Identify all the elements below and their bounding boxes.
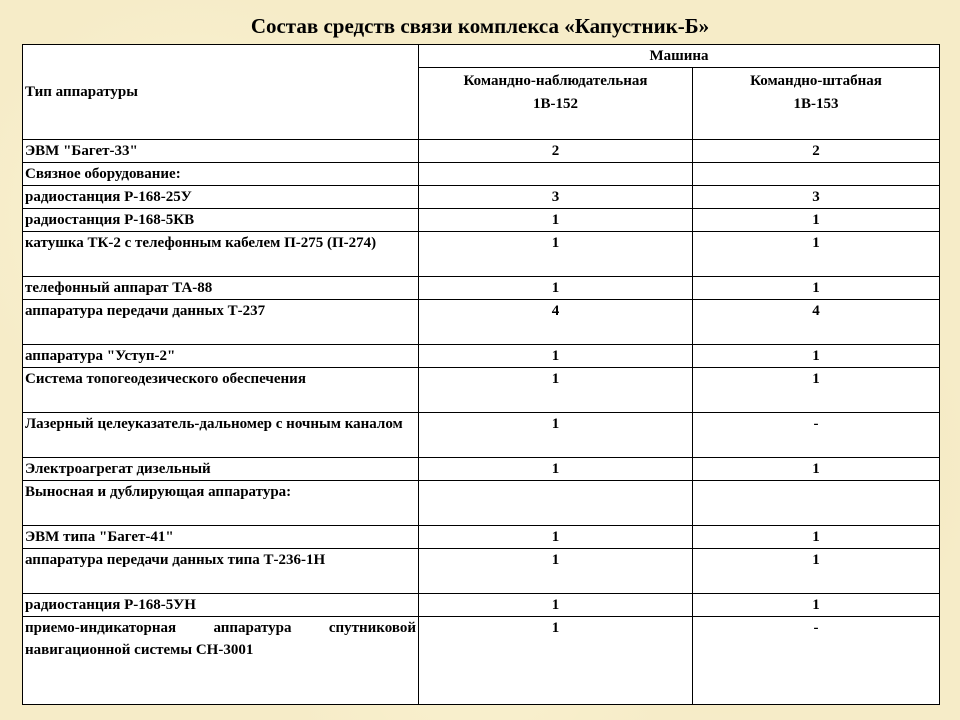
row-value-1v153: 2 (693, 140, 940, 163)
row-label: Выносная и дублирующая аппаратура: (23, 481, 419, 526)
row-value-1v152: 1 (419, 413, 693, 458)
row-label: радиостанция Р-168-25У (23, 186, 419, 209)
command-observation-code: 1В-152 (533, 96, 578, 112)
row-label: приемо-индикаторная аппаратура спутниковой навигационной системы СН-3001 (23, 617, 419, 705)
row-value-1v153: 4 (693, 300, 940, 345)
row-value-1v152: 1 (419, 526, 693, 549)
equipment-table (22, 44, 940, 705)
row-label: аппаратура "Уступ-2" (23, 345, 419, 368)
row-value-1v152: 2 (419, 140, 693, 163)
row-label: радиостанция Р-168-5УН (23, 594, 419, 617)
row-value-1v153 (693, 163, 940, 186)
table-row (23, 163, 940, 186)
row-label: аппаратура передачи данных типа Т-236-1Н (23, 549, 419, 594)
row-value-1v153: 1 (693, 458, 940, 481)
table-row (23, 277, 940, 300)
table-row (23, 209, 940, 232)
machine-header: Машина (419, 45, 940, 68)
row-value-1v152: 1 (419, 345, 693, 368)
row-value-1v152: 1 (419, 549, 693, 594)
row-label: ЭВМ "Багет-33" (23, 140, 419, 163)
row-value-1v152: 3 (419, 186, 693, 209)
row-value-1v152: 1 (419, 209, 693, 232)
row-value-1v153: 1 (693, 526, 940, 549)
table-row (23, 481, 940, 526)
table-row (23, 617, 940, 705)
table-row (23, 413, 940, 458)
table-row (23, 232, 940, 277)
row-value-1v152: 4 (419, 300, 693, 345)
row-value-1v153: 1 (693, 549, 940, 594)
row-value-1v152: 1 (419, 232, 693, 277)
row-label: аппаратура передачи данных Т-237 (23, 300, 419, 345)
table-row (23, 368, 940, 413)
row-label: Система топогеодезического обеспечения (23, 368, 419, 413)
row-label: ЭВМ типа "Багет-41" (23, 526, 419, 549)
row-label: радиостанция Р-168-5КВ (23, 209, 419, 232)
table-row (23, 186, 940, 209)
page-title: Состав средств связи комплекса «Капустник-Б» (250, 14, 710, 38)
table-row (23, 140, 940, 163)
row-label: Электроагрегат дизельный (23, 458, 419, 481)
row-value-1v152: 1 (419, 277, 693, 300)
row-label: телефонный аппарат ТА-88 (23, 277, 419, 300)
command-staff-code: 1В-153 (793, 96, 839, 112)
row-value-1v152: 1 (419, 617, 693, 705)
row-label: катушка ТК-2 с телефонным кабелем П-275 (П-274) (23, 232, 419, 277)
table-row (23, 300, 940, 345)
row-value-1v153: - (693, 617, 940, 705)
row-value-1v153: 1 (693, 345, 940, 368)
command-staff-header (693, 68, 940, 140)
table-row (23, 549, 940, 594)
table-header-row (23, 45, 940, 68)
row-value-1v153: 1 (693, 209, 940, 232)
row-value-1v152: 1 (419, 368, 693, 413)
row-value-1v153 (693, 481, 940, 526)
equipment-type-header: Тип аппаратуры (23, 45, 419, 140)
row-value-1v152 (419, 163, 693, 186)
row-value-1v153: 1 (693, 232, 940, 277)
row-value-1v153: 3 (693, 186, 940, 209)
table-row (23, 594, 940, 617)
command-observation-header (419, 68, 693, 140)
row-value-1v153: - (693, 413, 940, 458)
table-row (23, 345, 940, 368)
table-row (23, 526, 940, 549)
command-staff-name: Командно-штабная (750, 73, 882, 89)
row-value-1v153: 1 (693, 368, 940, 413)
command-observation-name: Командно-наблюдательная (463, 73, 648, 89)
row-value-1v152: 1 (419, 458, 693, 481)
row-value-1v153: 1 (693, 277, 940, 300)
row-value-1v152: 1 (419, 594, 693, 617)
row-value-1v152 (419, 481, 693, 526)
table-row (23, 458, 940, 481)
row-value-1v153: 1 (693, 594, 940, 617)
row-label: Связное оборудование: (23, 163, 419, 186)
row-label: Лазерный целеуказатель-дальномер с ночным каналом (23, 413, 419, 458)
